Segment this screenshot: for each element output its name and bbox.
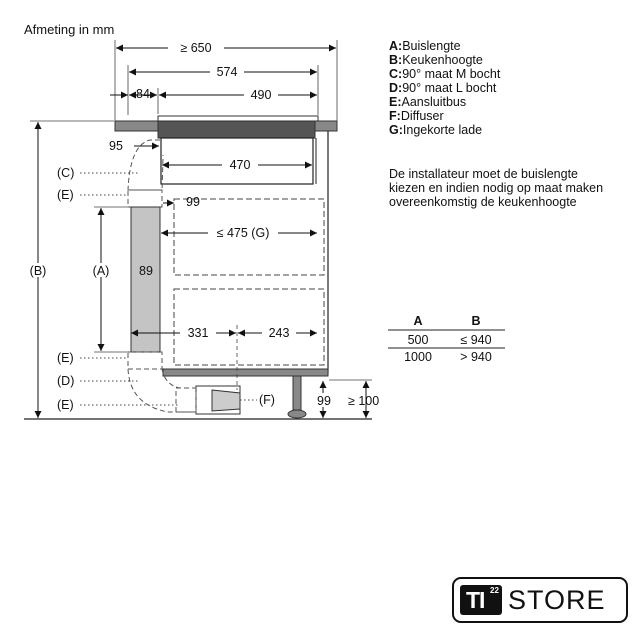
label-d: (D) — [57, 374, 75, 388]
dim-89: 89 — [139, 264, 153, 278]
legend-item: D:90° maat L bocht — [389, 81, 497, 95]
duct-a — [131, 207, 160, 352]
dim-95: 95 — [109, 139, 123, 153]
hob-body — [158, 121, 315, 138]
legend-item: C:90° maat M bocht — [389, 67, 501, 81]
table-header-b: B — [471, 314, 481, 328]
dim-99-drawer: 99 — [186, 195, 200, 209]
label-e-bottom: (E) — [57, 398, 74, 412]
ab-table — [388, 314, 505, 364]
dim-84: 84 — [136, 87, 150, 101]
countertop-left — [115, 121, 160, 131]
table-cell: > 940 — [460, 350, 492, 364]
countertop-right — [315, 121, 337, 131]
legend-item: G:Ingekorte lade — [389, 123, 483, 137]
legend-item: B:Keukenhoogte — [389, 53, 483, 67]
dim-650: ≥ 650 — [180, 41, 212, 55]
table-cell: 1000 — [404, 350, 432, 364]
dim-331: 331 — [187, 326, 209, 340]
installer-note: De installateur moet de buislengte kiezen en indien nodig op maat maken overeenkomstig de keukenhoogte — [389, 167, 604, 209]
cabinet-foot — [288, 410, 306, 418]
label-f: (F) — [259, 393, 275, 407]
connector-e-top — [128, 190, 162, 207]
logo-word: STORE — [508, 584, 606, 615]
logo-mark: TI 22 — [460, 585, 502, 615]
connector-e-bottom — [176, 388, 196, 412]
table-cell: 500 — [407, 333, 429, 347]
dim-574: 574 — [216, 65, 238, 79]
legend-item: F:Diffuser — [389, 109, 444, 123]
label-c: (C) — [57, 166, 75, 180]
dim-100: ≥ 100 — [348, 394, 380, 408]
label-e-mid: (E) — [57, 351, 74, 365]
dim-99-plinth: 99 — [317, 394, 331, 408]
diagram-title: Afmeting in mm — [24, 22, 115, 37]
cabinet-bottom-board — [163, 369, 328, 376]
legend-item: A:Buislengte — [389, 39, 461, 53]
label-b: (B) — [29, 264, 47, 278]
connector-e-mid — [128, 352, 162, 369]
label-a: (A) — [92, 264, 110, 278]
label-e-top: (E) — [57, 188, 74, 202]
bend-c — [128, 140, 163, 190]
ti-store-logo — [452, 577, 628, 623]
table-cell: ≤ 940 — [460, 333, 492, 347]
table-header-a: A — [413, 314, 423, 328]
dim-490: 490 — [250, 88, 272, 102]
cabinet-leg — [293, 376, 301, 410]
legend — [389, 39, 500, 137]
dim-243: 243 — [268, 326, 290, 340]
dim-470: 470 — [229, 158, 251, 172]
legend-item: E:Aansluitbus — [389, 95, 467, 109]
dim-475: ≤ 475 (G) — [216, 226, 270, 240]
hob-glass — [158, 116, 318, 121]
diffuser-outlet — [212, 390, 240, 411]
